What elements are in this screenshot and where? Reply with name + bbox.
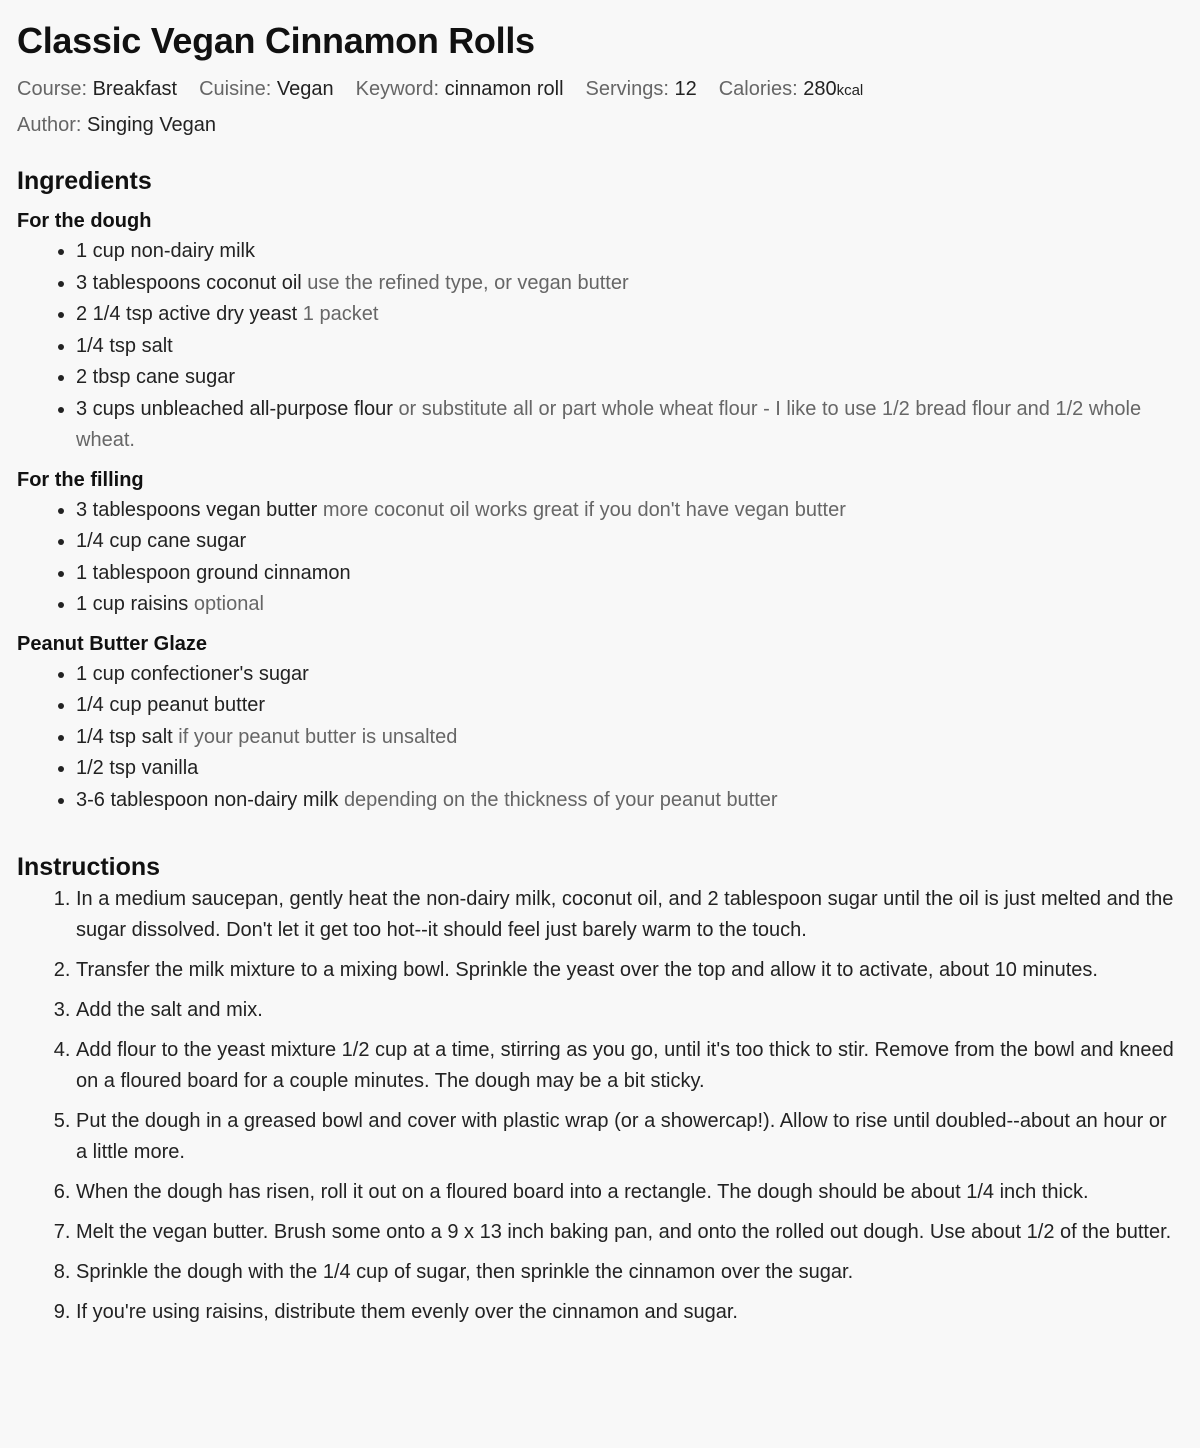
- meta-label: Author:: [17, 114, 82, 136]
- meta-label: Cuisine:: [199, 78, 272, 100]
- ingredient-group-heading: For the filling: [17, 468, 144, 491]
- ingredient-item: [76, 526, 1182, 558]
- ingredient-note: depending on the thickness of your peanut butter: [343, 788, 778, 811]
- instruction-step: 6. When the dough has risen, roll it out on a floured board into a rectangle. The dough should be about 1/4 inch thick.: [76, 1177, 1182, 1208]
- ingredient-item: [76, 690, 1182, 722]
- meta-label: Course:: [17, 78, 88, 100]
- ingredient-text: 2 tbsp cane sugar: [76, 366, 235, 388]
- ingredient-text: 1 tablespoon ground cinnamon: [76, 561, 351, 584]
- meta-item: [17, 72, 177, 106]
- instruction-step: 3. Add the salt and mix.: [76, 995, 1182, 1026]
- meta-author: [17, 108, 1182, 142]
- ingredient-item: [76, 589, 1182, 621]
- meta-item: [719, 72, 864, 108]
- ingredients-section: [17, 164, 1182, 816]
- instruction-step: 8. Sprinkle the dough with the 1/4 cup of sugar, then sprinkle the cinnamon over the sugar.: [76, 1257, 1182, 1288]
- ingredient-item: [76, 236, 1182, 268]
- meta-value: cinnamon roll: [444, 78, 564, 100]
- ingredients-heading: Ingredients: [17, 167, 152, 195]
- ingredient-item: [76, 558, 1182, 590]
- ingredient-text: 3-6 tablespoon non-dairy milk: [76, 788, 339, 811]
- meta-value: Vegan: [276, 78, 334, 100]
- meta-value: Breakfast: [92, 78, 178, 100]
- instructions-section: [17, 850, 1182, 1328]
- instruction-step: 7. Melt the vegan butter. Brush some onto a 9 x 13 inch baking pan, and onto the rolled out dough. Use about 1/2 of the butter.: [76, 1217, 1182, 1248]
- ingredient-note: use the refined type, or vegan butter: [307, 271, 629, 294]
- ingredient-text: 1/4 tsp salt: [76, 725, 173, 748]
- meta-item: [586, 72, 697, 106]
- ingredient-text: 3 tablespoons vegan butter: [76, 498, 318, 521]
- ingredient-note: optional: [193, 593, 264, 615]
- meta-item: [199, 72, 334, 106]
- ingredient-item: [76, 268, 1182, 300]
- meta-label: Servings:: [585, 78, 669, 100]
- ingredient-text: 1 cup confectioner's sugar: [76, 662, 309, 685]
- instruction-step: 2. Transfer the milk mixture to a mixing bowl. Sprinkle the yeast over the top and allow it to activate, about 10 minutes.: [76, 955, 1182, 986]
- ingredient-note: if your peanut butter is unsalted: [178, 725, 458, 748]
- meta-item: [356, 72, 564, 106]
- recipe-meta: [17, 72, 1182, 142]
- ingredient-item: [76, 394, 1182, 457]
- ingredient-text: 3 tablespoons coconut oil: [76, 271, 302, 294]
- meta-label: Keyword:: [355, 78, 440, 100]
- ingredient-item: [76, 785, 1182, 817]
- meta-value: Singing Vegan: [87, 114, 217, 136]
- meta-value: 280: [803, 78, 837, 100]
- ingredient-item: [76, 362, 1182, 394]
- ingredient-item: [76, 722, 1182, 754]
- ingredient-group-heading: For the dough: [17, 210, 152, 232]
- ingredient-item: [76, 753, 1182, 785]
- ingredient-list: [17, 495, 1182, 621]
- instruction-step: 5. Put the dough in a greased bowl and cover with plastic wrap (or a showercap!). Allow to rise until doubled--about an hour or a little more.: [76, 1106, 1182, 1168]
- ingredient-text: 1 cup raisins: [76, 593, 189, 615]
- ingredient-text: 1/4 tsp salt: [76, 334, 173, 357]
- instructions-list: [17, 884, 1182, 1328]
- ingredient-text: 1 cup non-dairy milk: [76, 240, 255, 262]
- ingredient-item: [76, 495, 1182, 527]
- ingredient-item: [76, 659, 1182, 691]
- ingredient-group-heading: Peanut Butter Glaze: [17, 632, 208, 655]
- ingredient-text: 3 cups unbleached all-purpose flour: [76, 397, 393, 420]
- ingredient-list: [17, 236, 1182, 457]
- ingredient-note: or substitute all or part whole wheat flour - I like to use 1/2 bread flour and 1/2 whole wheat.: [76, 397, 1142, 451]
- ingredient-item: [76, 299, 1182, 331]
- ingredient-text: 1/4 cup peanut butter: [76, 694, 266, 716]
- meta-label: Calories:: [718, 78, 798, 100]
- instruction-step: 4. Add flour to the yeast mixture 1/2 cup at a time, stirring as you go, until it's too thick to stir. Remove from the bowl and kneed on a floured board for a couple minutes. The dough may be a bit sticky.: [76, 1035, 1182, 1097]
- ingredient-text: 2 1/4 tsp active dry yeast: [76, 303, 298, 325]
- ingredient-text: 1/2 tsp vanilla: [76, 757, 199, 779]
- ingredient-list: [17, 659, 1182, 817]
- ingredient-text: 1/4 cup cane sugar: [76, 530, 247, 552]
- instructions-heading: Instructions: [17, 853, 161, 881]
- ingredient-item: [76, 331, 1182, 363]
- recipe-title: Classic Vegan Cinnamon Rolls: [17, 20, 535, 61]
- ingredient-note: 1 packet: [302, 303, 379, 325]
- instruction-step: 1. In a medium saucepan, gently heat the non-dairy milk, coconut oil, and 2 tablespoon sugar until the oil is just melted and the sugar dissolved. Don't let it get too hot--it should feel just barely warm to the touch.: [76, 884, 1182, 946]
- meta-value: 12: [674, 78, 697, 100]
- instruction-step: 9. If you're using raisins, distribute them evenly over the cinnamon and sugar.: [76, 1297, 1182, 1328]
- meta-row: [17, 72, 1182, 108]
- meta-unit: kcal: [836, 82, 864, 99]
- ingredient-note: more coconut oil works great if you don't have vegan butter: [322, 498, 846, 521]
